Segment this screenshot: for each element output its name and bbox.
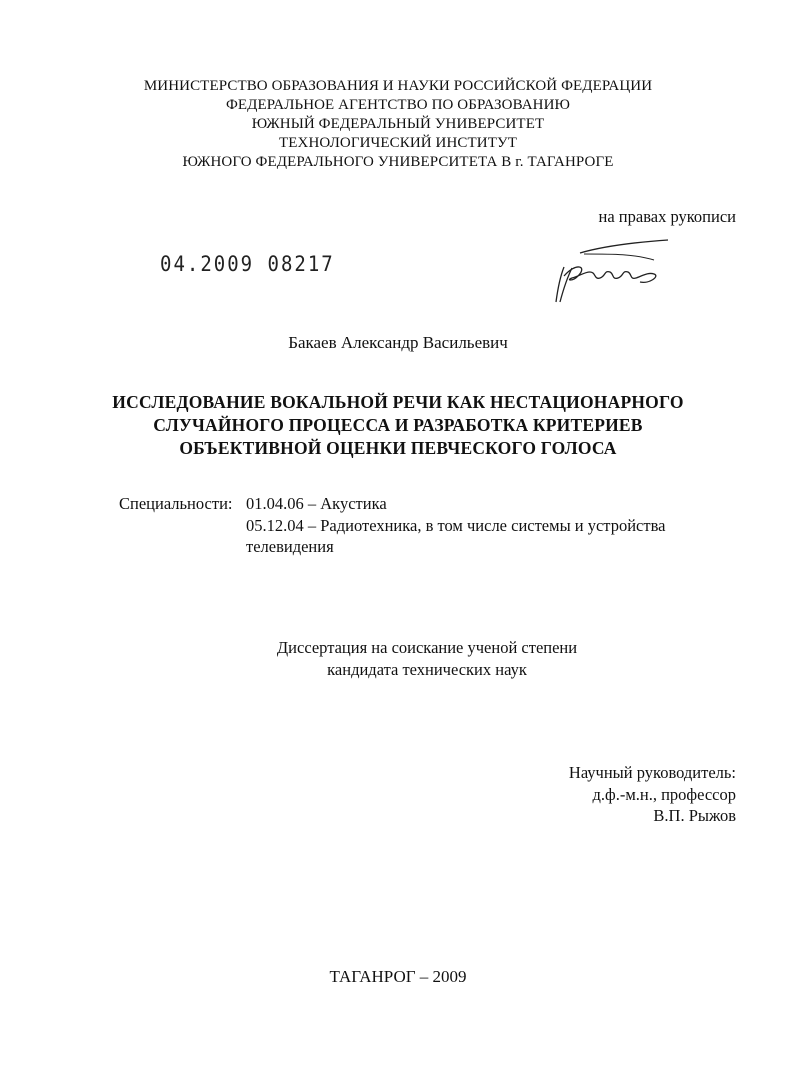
title-line: ИССЛЕДОВАНИЕ ВОКАЛЬНОЙ РЕЧИ КАК НЕСТАЦИОНАРНОГО — [112, 392, 684, 412]
header-line: ТЕХНОЛОГИЧЕСКИЙ ИНСТИТУТ — [279, 135, 517, 151]
degree-line: кандидата технических наук — [327, 660, 527, 679]
header-line: ЮЖНЫЙ ФЕДЕРАЛЬНЫЙ УНИВЕРСИТЕТ — [251, 116, 545, 132]
title-line: СЛУЧАЙНОГО ПРОЦЕССА И РАЗРАБОТКА КРИТЕРИЕВ — [153, 415, 643, 435]
specialty-item: 01.04.06 – Акустика — [246, 494, 387, 513]
author-name: Бакаев Александр Васильевич — [288, 333, 508, 352]
degree-line: Диссертация на соискание ученой степени — [276, 638, 578, 657]
supervisor-line: д.ф.-м.н., профессор — [592, 784, 736, 804]
author-signature — [544, 232, 674, 312]
library-stamp-number: 04.2009 08217 — [160, 252, 335, 277]
supervisor-line: Научный руководитель: — [568, 763, 736, 782]
supervisor-block — [569, 762, 736, 827]
specialty-item: телевидения — [246, 537, 334, 556]
title-line: ОБЪЕКТИВНОЙ ОЦЕНКИ ПЕВЧЕСКОГО ГОЛОСА — [179, 438, 617, 458]
specialty-item: 05.12.04 – Радиотехника, в том числе системы и устройства — [246, 516, 666, 535]
header-line: ФЕДЕРАЛЬНОЕ АГЕНТСТВО ПО ОБРАЗОВАНИЮ — [225, 97, 571, 113]
header-line: МИНИСТЕРСТВО ОБРАЗОВАНИЯ И НАУКИ РОССИЙСКОЙ ФЕДЕРАЦИИ — [143, 78, 653, 94]
degree-statement — [227, 637, 627, 681]
dissertation-title — [0, 391, 796, 460]
supervisor-line: В.П. Рыжов — [653, 806, 736, 825]
header-line: ЮЖНОГО ФЕДЕРАЛЬНОГО УНИВЕРСИТЕТА В г. ТАГАНРОГЕ — [182, 154, 614, 170]
rights-note: на правах рукописи — [598, 207, 736, 226]
ministry-header — [0, 77, 796, 172]
city-year-footer: ТАГАНРОГ – 2009 — [329, 967, 467, 986]
specialties-label: Специальности: — [119, 494, 233, 513]
